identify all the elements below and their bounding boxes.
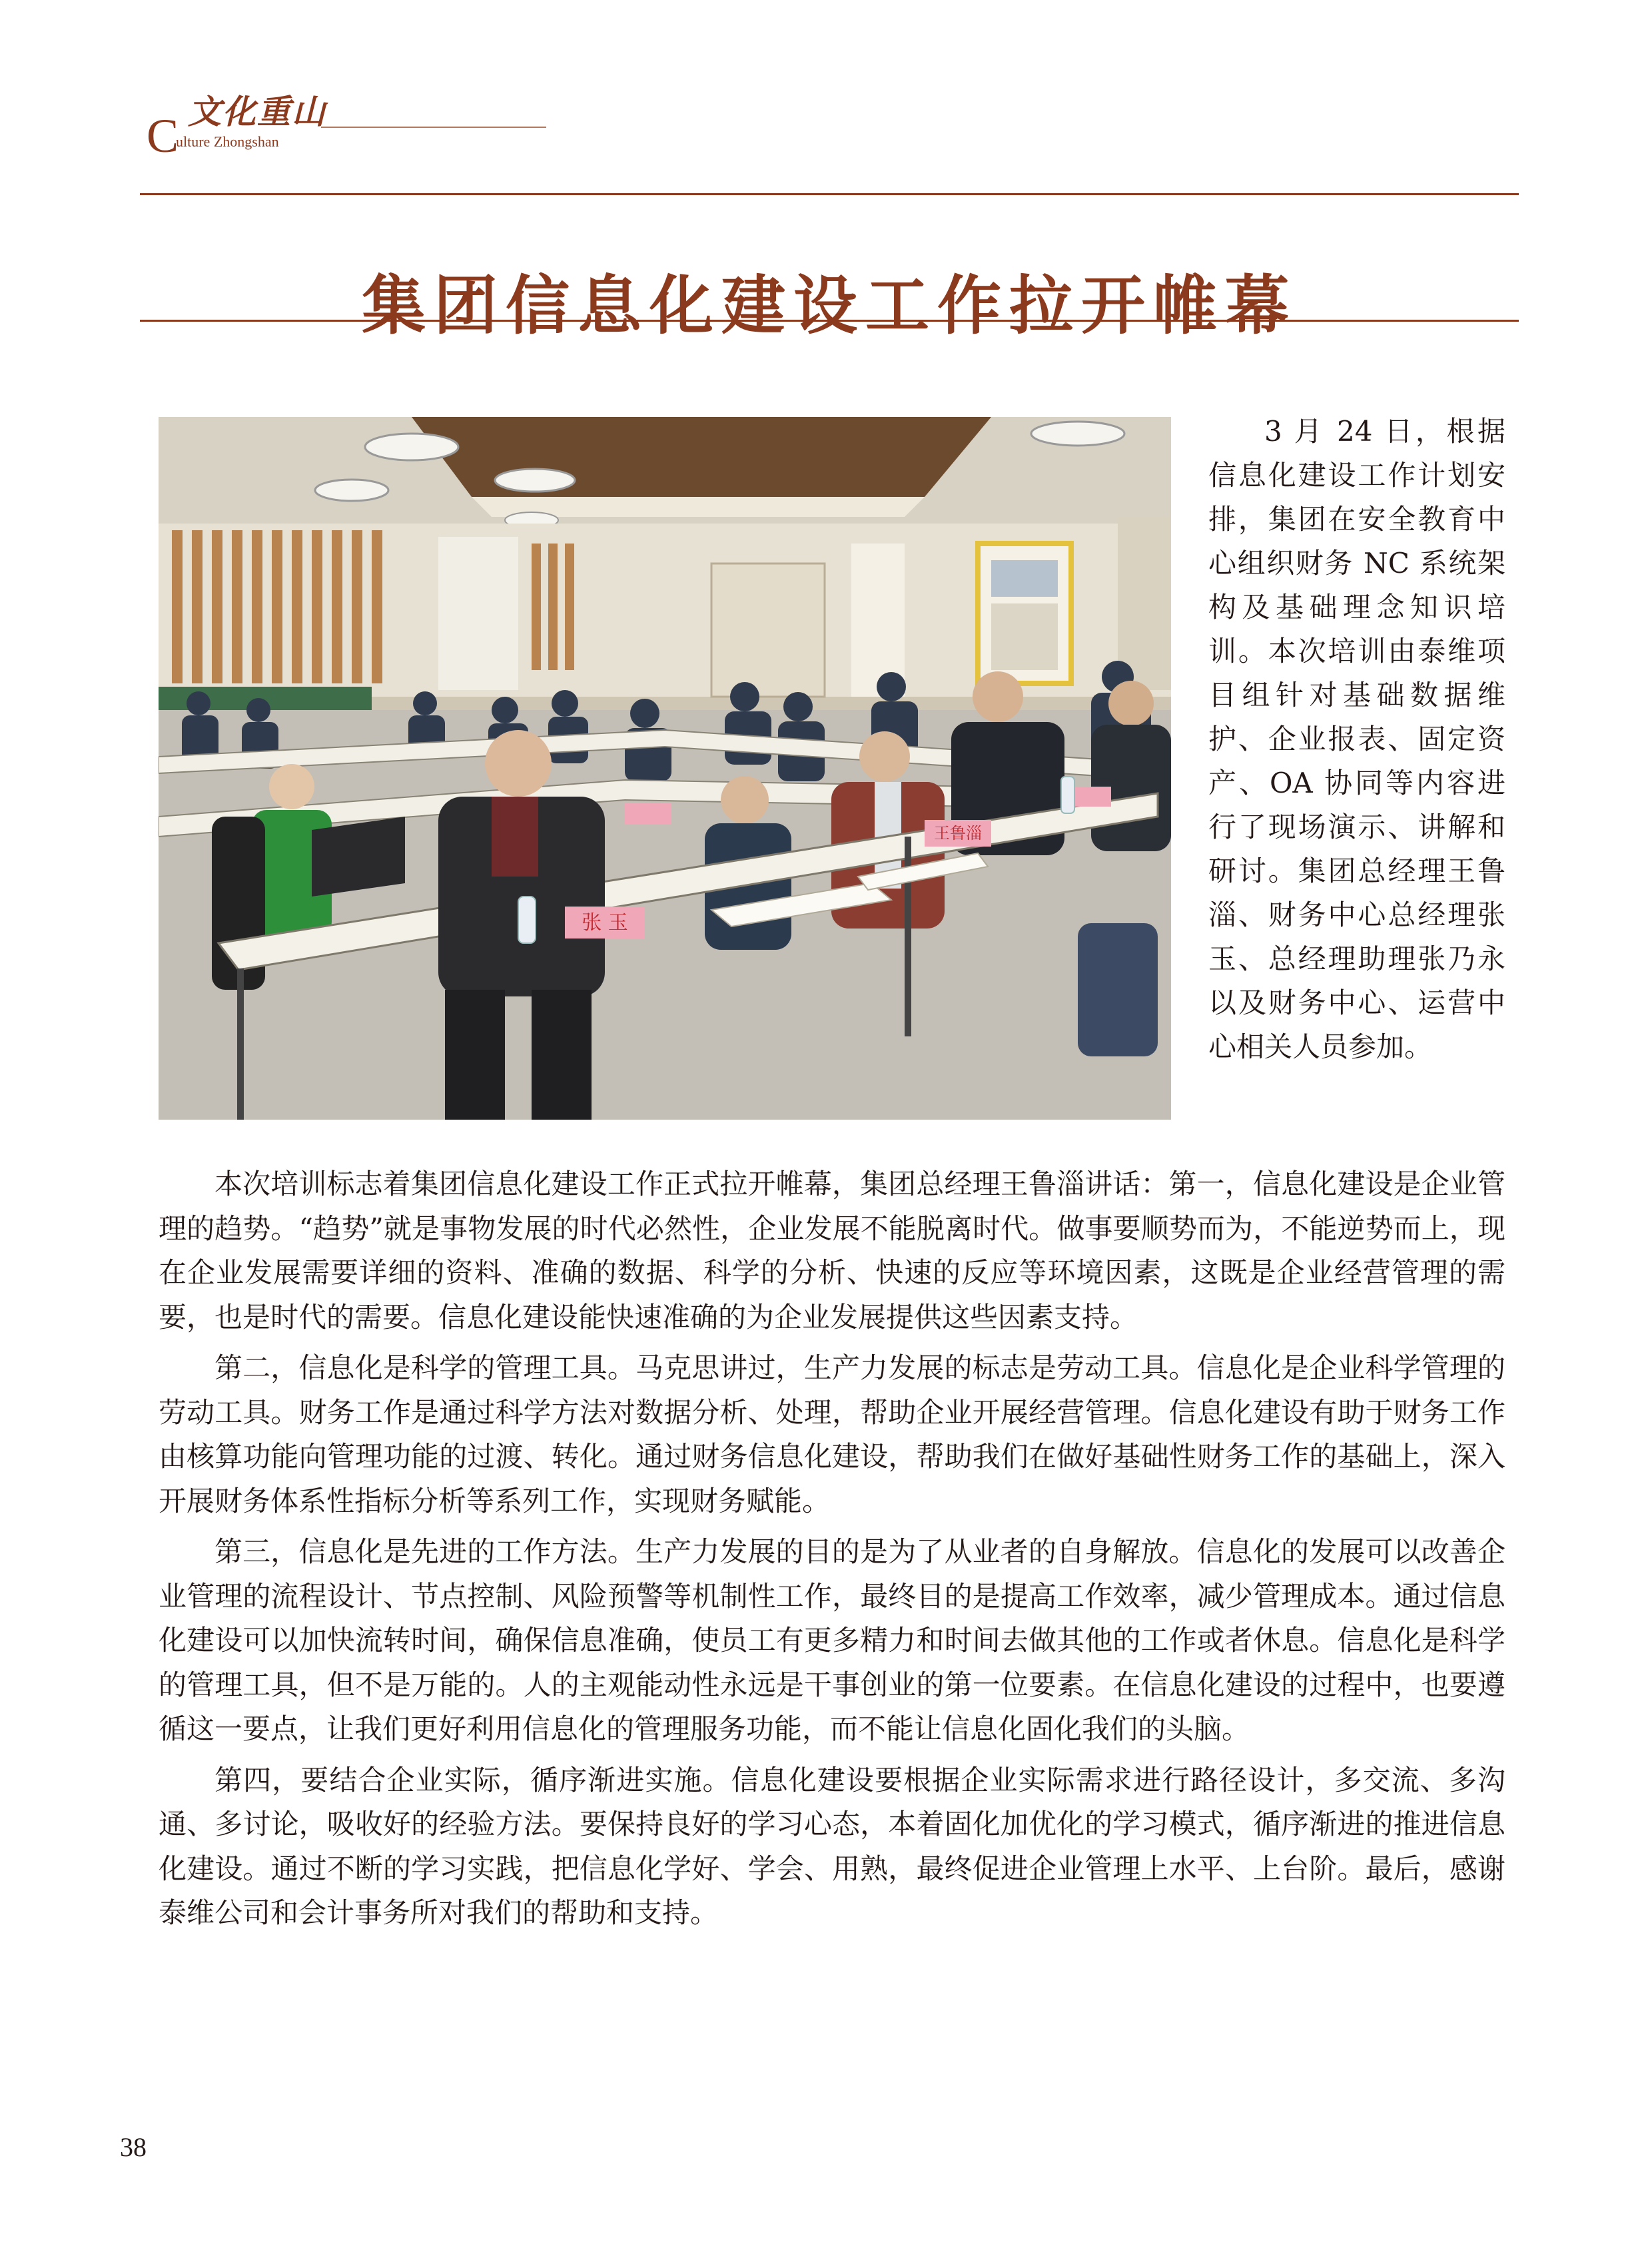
body-paragraph-1: 本次培训标志着集团信息化建设工作正式拉开帷幕，集团总经理王鲁淄讲话：第一，信息化建设是企业管理的趋势。“趋势”就是事物发展的时代必然性，企业发展不能脱离时代。做事要顺势而为，不能逆势而上，现在企业发展需要详细的资料、准确的数据、科学的分析、快速的反应等环境因素，这既是企业经营管理的需要，也是时代的需要。信息化建设能快速准确的为企业发展提供这些因素支持。 <box>159 1168 1505 1333</box>
name-card-wang-luzi: 王鲁淄 <box>934 824 982 843</box>
training-photo <box>159 417 1171 1120</box>
intro-paragraph: 3 月 24 日，根据信息化建设工作计划安排，集团在安全教育中心组织财务 NC 系统架构及基础理念知识培训。本次培训由泰维项目组针对基础数据维护、企业报表、固定资产、OA 协同等内容进行了现场演示、讲解和研讨。集团总经理王鲁淄、财务中心总经理张玉、总经理助理张乃永以及财务中心、运营中心相关人员参加。 <box>1208 415 1505 1063</box>
logo-english: ulture Zhongshan <box>176 133 279 150</box>
title-bottom-rule <box>140 320 1519 322</box>
body-paragraph-4: 第四，要结合企业实际，循序渐进实施。信息化建设要根据企业实际需求进行路径设计，多交流、多沟通、多讨论，吸收好的经验方法。要保持良好的学习心态，本着固化加优化的学习模式，循序渐进的推进信息化建设。通过不断的学习实践，把信息化学好、学会、用熟，最终促进企业管理上水平、上台阶。最后，感谢泰维公司和会计事务所对我们的帮助和支持。 <box>159 1763 1505 1929</box>
article-body <box>159 1162 1505 1942</box>
logo-chinese: 文化重山 <box>188 92 326 131</box>
body-paragraph-2: 第二，信息化是科学的管理工具。马克思讲过，生产力发展的标志是劳动工具。信息化是企业科学管理的劳动工具。财务工作是通过科学方法对数据分析、处理，帮助企业开展经营管理。信息化建设有助于财务工作由核算功能向管理功能的过渡、转化。通过财务信息化建设，帮助我们在做好基础性财务工作的基础上，深入开展财务体系性指标分析等系列工作，实现财务赋能。 <box>159 1351 1505 1517</box>
logo-initial: C <box>147 109 179 163</box>
page-number: 38 <box>120 2132 147 2162</box>
logo-divider <box>321 127 546 128</box>
name-card-zhang-yu: 张 玉 <box>582 911 628 934</box>
magazine-logo <box>147 85 400 163</box>
title-top-rule <box>140 193 1519 195</box>
intro-column <box>1208 410 1505 1069</box>
article-title: 集团信息化建设工作拉开帷幕 <box>362 268 1297 344</box>
body-paragraph-3: 第三，信息化是先进的工作方法。生产力发展的目的是为了从业者的自身解放。信息化的发展可以改善企业管理的流程设计、节点控制、风险预警等机制性工作，最终目的是提高工作效率，减少管理成本。通过信息化建设可以加快流转时间，确保信息准确，使员工有更多精力和时间去做其他的工作或者休息。信息化是科学的管理工具，但不是万能的。人的主观能动性永远是干事创业的第一位要素。在信息化建设的过程中，也要遵循这一要点，让我们更好利用信息化的管理服务功能，而不能让信息化固化我们的头脑。 <box>159 1535 1505 1745</box>
